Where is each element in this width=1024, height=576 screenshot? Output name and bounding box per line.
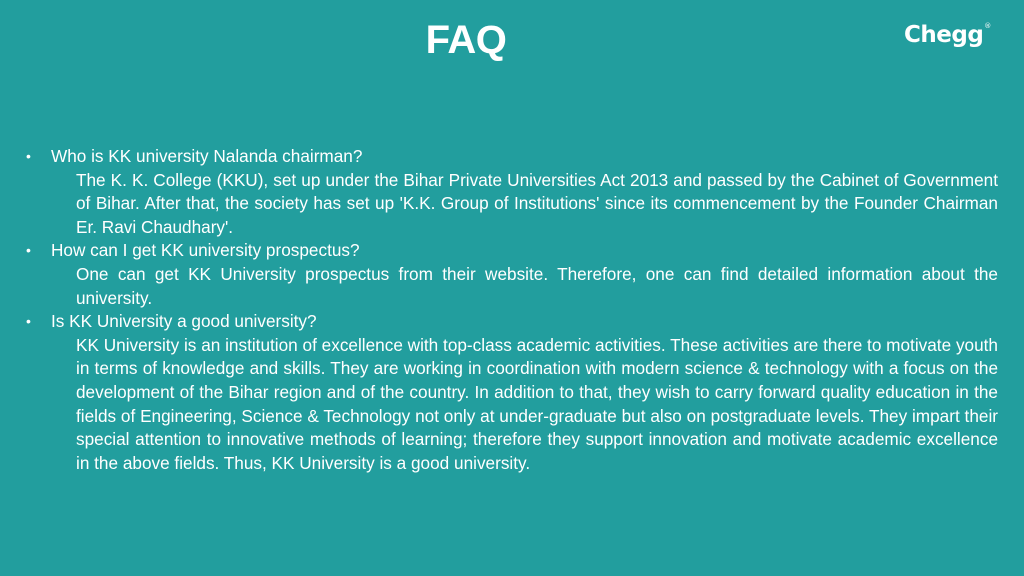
faq-item	[26, 145, 998, 239]
faq-question	[26, 145, 998, 169]
faq-question-text: Who is KK university Nalanda chairman?	[51, 146, 363, 166]
faq-answer: KK University is an institution of excellence with top-class academic activities. These activities are there to motivate youth in terms of knowledge and skills. They are working in coordination with modern science & technology with a focus on the development of the Bihar region and of the country. In addition to that, they wish to carry forward quality education in the fields of Engineering, Science & Technology not only at under-graduate but also on postgraduate levels. They impart their special attention to innovative methods of learning; therefore they support innovation and motivate academic excellence in the above fields. Thus, KK University is a good university.	[76, 334, 998, 473]
faq-item	[26, 239, 998, 310]
bullet-icon: •	[26, 242, 31, 259]
chegg-logo	[904, 22, 991, 48]
faq-list	[26, 145, 998, 475]
logo-text: Chegg	[904, 22, 984, 48]
faq-question-text: Is KK University a good university?	[51, 311, 317, 332]
bullet-icon: •	[26, 313, 31, 330]
faq-question-text: How can I get KK university prospectus?	[51, 240, 360, 261]
faq-item	[26, 310, 998, 475]
bullet-icon: •	[26, 148, 31, 164]
faq-answer: One can get KK University prospectus from their website. Therefore, one can find detailed information about the university.	[76, 263, 998, 308]
faq-question	[26, 239, 998, 263]
slide-title: FAQ	[425, 18, 507, 62]
faq-answer: The K. K. College (KKU), set up under the Bihar Private Universities Act 2013 and passed by the Cabinet of Government of Bihar. After that, the society has set up 'K.K. Group of Institutions' since its commencement by the Founder Chairman Er. Ravi Chaudhary'.	[76, 169, 998, 237]
faq-question	[26, 310, 998, 334]
logo-registered-mark: ®	[984, 22, 991, 30]
